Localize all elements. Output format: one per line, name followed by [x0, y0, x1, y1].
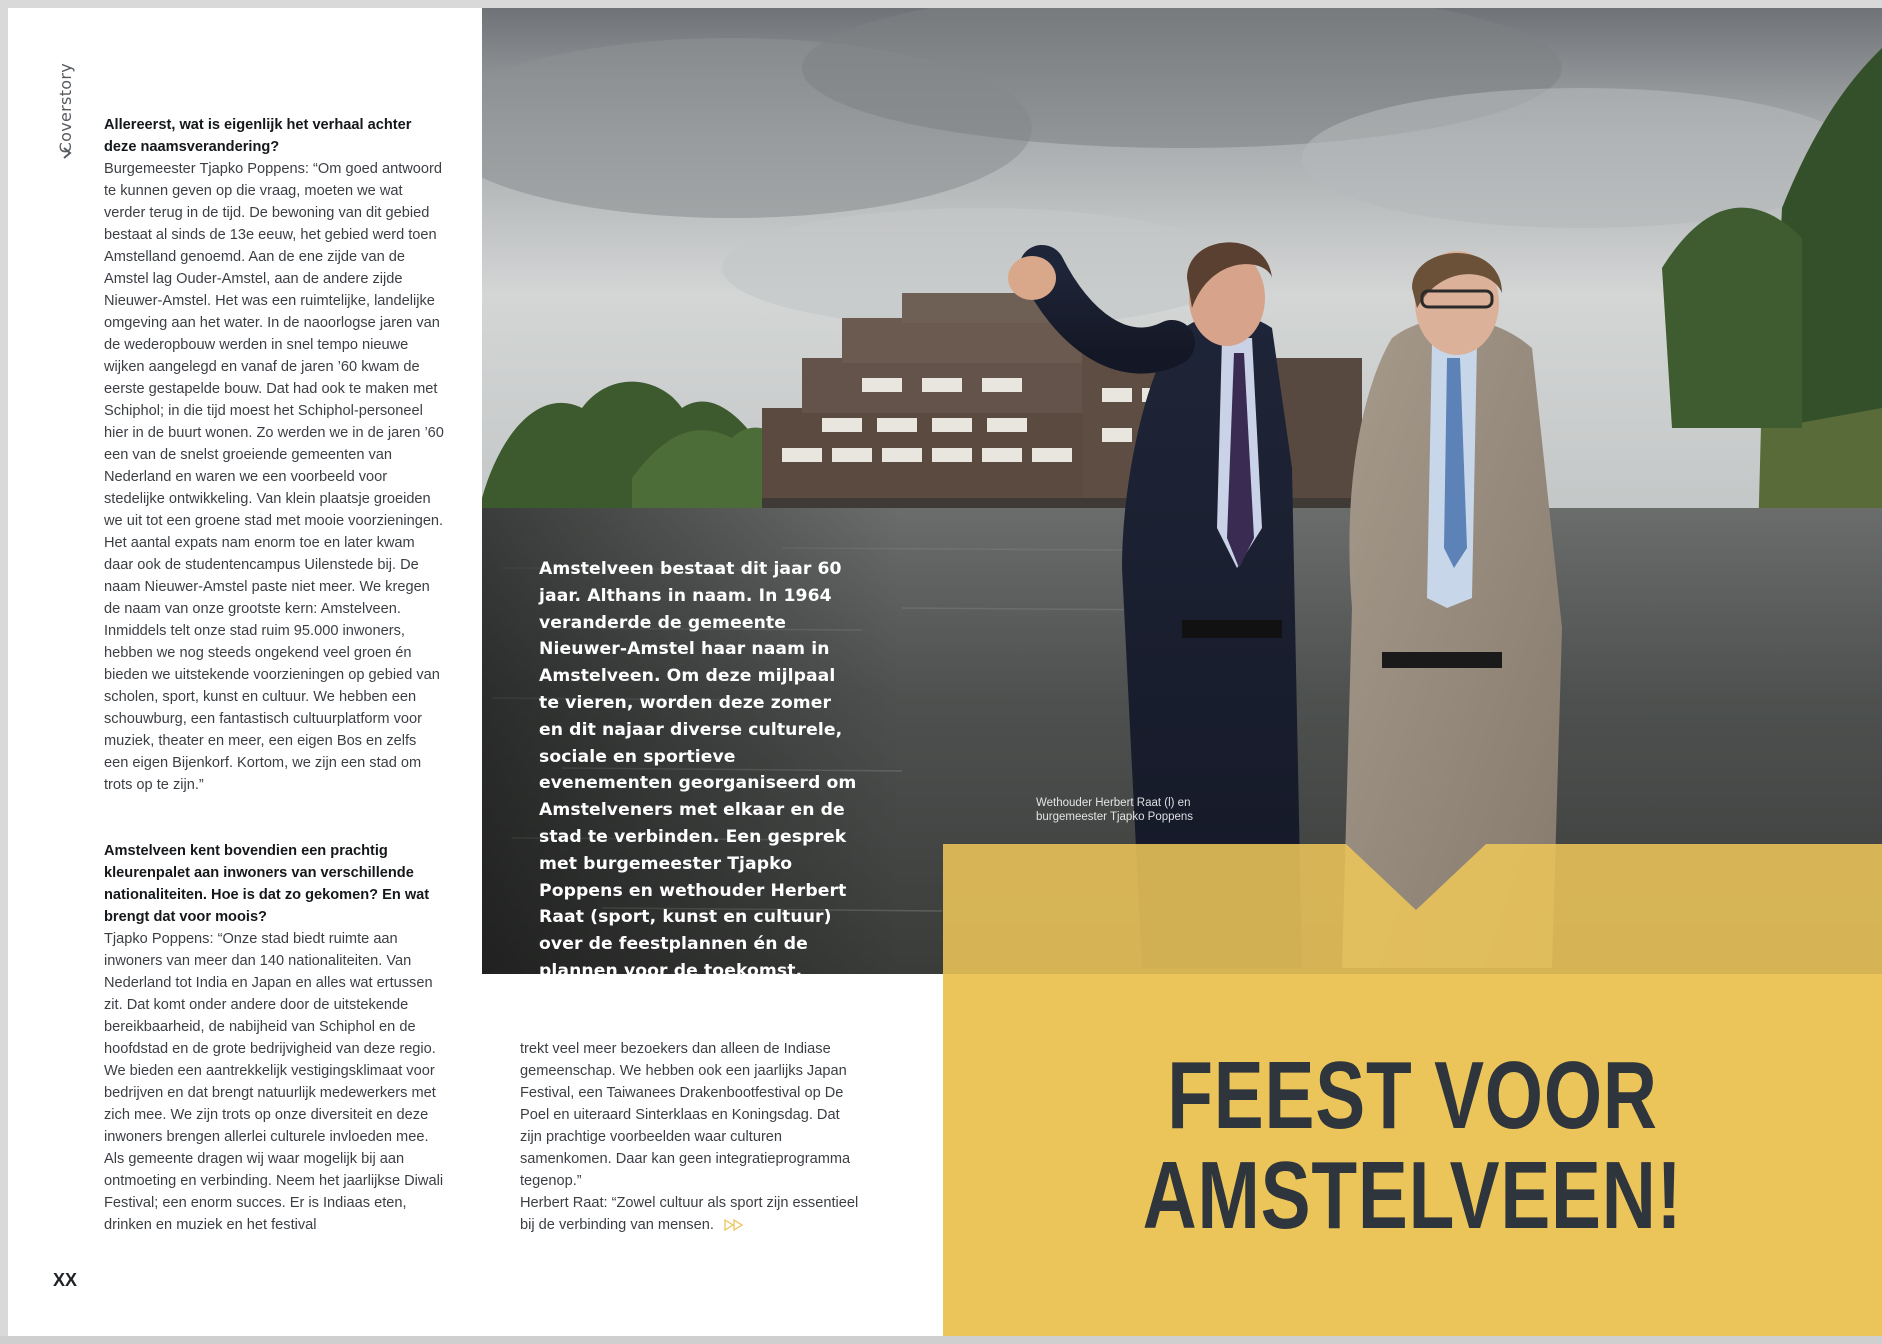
section-tag	[56, 63, 80, 163]
magazine-spread	[8, 8, 1882, 1336]
column-1-bottom	[104, 840, 444, 1236]
headline	[1046, 1042, 1778, 1249]
section-tag-label: Coverstory	[56, 63, 75, 154]
answer-3-text: Herbert Raat: “Zowel cultuur als sport zijn essentieel bij de verbinding van mensen.	[520, 1195, 859, 1233]
answer-2-continued: trekt veel meer bezoekers dan alleen de Indiase gemeenschap. We hebben ook een jaarlijks Japan Festival, een Taiwanees Drakenbootfestival op De Poel en uiteraard Sinterklaas en Koningsdag. Dat zijn prachtige voorbeelden waar culturen samenkomen. Daar kan geen integratieprogramma tegenop.”	[520, 1041, 851, 1189]
intro-paragraph: Amstelveen bestaat dit jaar 60 jaar. Althans in naam. In 1964 veranderde de gemeente Nieuwer-Amstel haar naam in Amstelveen. Om deze mijlpaal te vieren, worden deze zomer en dit najaar diverse culturele, sociale en sportieve evenementen georganiseerd om Amstelveners met elkaar en de stad te verbinden. Een gesprek met burgemeester Tjapko Poppens en wethouder Herbert Raat (sport, kunst en cultuur) over de feestplannen én de plannen voor de toekomst.	[539, 559, 857, 981]
question-1: Allereerst, wat is eigenlijk het verhaal achter deze naamsverandering?	[104, 117, 412, 155]
question-2: Amstelveen kent bovendien een prachtig kleurenpalet aan inwoners van verschillende nationaliteiten. Hoe is dat zo gekomen? En wat brengt dat voor moois?	[104, 843, 430, 925]
answer-2: Tjapko Poppens: “Onze stad biedt ruimte aan inwoners van meer dan 140 nationaliteiten. Van Nederland tot India en Japan en alles wat ertussen zit. Dat komt onder andere door de uitstekende bereikbaarheid, de nabijheid van Schiphol en de hoofdstad en de grote bedrijvigheid van deze regio. We bieden een aantrekkelijk vestigingsklimaat voor bedrijven en dat brengt natuurlijk medewerkers met zich mee. We zijn trots op onze diversiteit en deze inwoners brengen allerlei culturele invloeden mee. Als gemeente dragen wij waar mogelijk bij aan ontmoeting en verbinding. Neem het jaarlijkse Diwali Festival; een enorm succes. Er is Indiaas eten, drinken en muziek en het festival	[104, 931, 444, 1233]
answer-1: Burgemeester Tjapko Poppens: “Om goed antwoord te kunnen geven op die vraag, moeten we wat verder terug in de tijd. De bewoning van dit gebied bestaat al sinds de 13e eeuw, het gebied werd toen Amstelland genoemd. Aan de ene zijde van de Amstel lag Ouder-Amstel, aan de andere zijde Nieuwer-Amstel. Het was een ruimtelijke, landelijke omgeving aan het water. In de naoorlogse jaren van de wederopbouw werden in snel tempo nieuwe wijken aangelegd en vanaf de jaren ’60 kwam de eerste gestapelde bouw. Dat had ook te maken met Schiphol; in die tijd moest het Schiphol-personeel hier in de buurt wonen. Zo werden we in de jaren ’60 een van de snelst groeiende gemeenten van Nederland en waren we een voorbeeld voor stedelijke ontwikkeling. Van klein plaatsje groeiden we uit tot een groene stad met mooie voorzieningen. Het aantal expats nam enorm toe en later kwam daar ook de studentencampus Uilenstede bij. De naam Nieuwer-Amstel paste niet meer. We kregen de naam van onze grootste kern: Amstelveen. Inmiddels telt onze stad ruim 95.000 inwoners, hebben we nog steeds ongekend veel groen én bieden we uitstekende voorzieningen op gebied van scholen, sport, kunst en cultuur. We hebben een schouwburg, een fantastisch cultuurplatform voor muziek, theater en meer, een eigen Bos en zelfs een eigen Bijenkorf. Kortom, we zijn een stad om trots op te zijn.”	[104, 161, 444, 793]
title-notch	[943, 844, 1882, 975]
title-panel	[943, 974, 1882, 1336]
photo-caption: Wethouder Herbert Raat (l) en burgemeester Tjapko Poppens	[1036, 797, 1194, 823]
column-2	[520, 1038, 865, 1236]
page-number: XX	[53, 1270, 78, 1290]
answer-3-start	[520, 1192, 865, 1236]
chevron-right-icon	[60, 145, 76, 161]
headline-line-1: FEEST VOOR	[1167, 1042, 1658, 1149]
column-1-top	[104, 114, 444, 796]
double-play-icon	[724, 1219, 744, 1231]
headline-line-2: AMSTELVEEN!	[1142, 1142, 1683, 1249]
page-edge	[0, 1336, 1882, 1344]
